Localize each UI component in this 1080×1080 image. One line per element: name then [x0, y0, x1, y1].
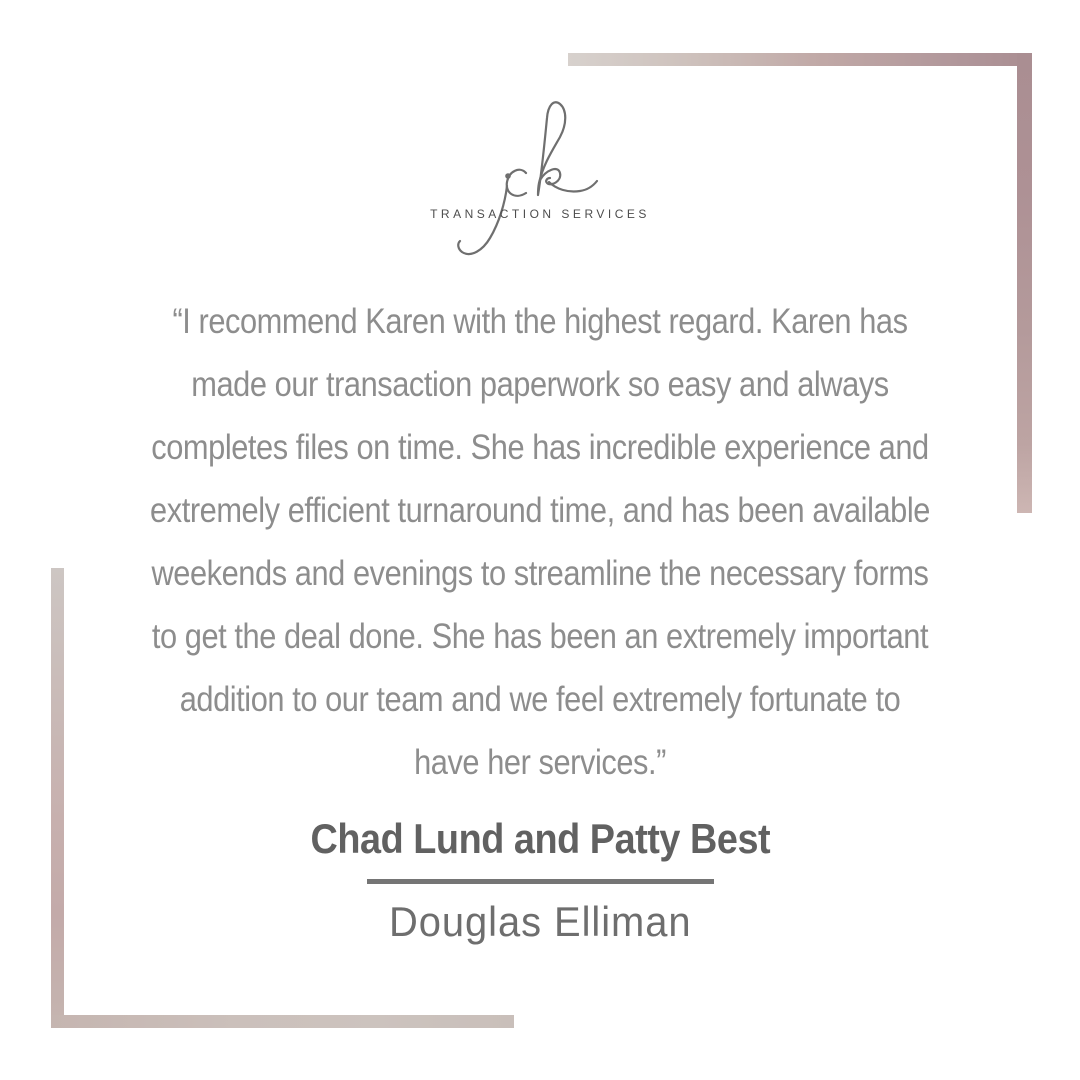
quote-line: completes files on time. She has incredible experience and — [151, 428, 929, 467]
quote-line: made our transaction paperwork so easy and always — [191, 365, 889, 404]
bottom-left-frame-vertical-bar — [51, 568, 64, 1028]
bottom-left-frame-horizontal-bar — [51, 1015, 514, 1028]
logo-subtitle: TRANSACTION SERVICES — [430, 207, 650, 221]
top-right-frame-vertical-bar — [1017, 53, 1032, 513]
quote-line: to get the deal done. She has been an extremely important — [151, 617, 929, 656]
top-right-frame-horizontal-bar — [568, 53, 1032, 66]
quote-line: “I recommend Karen with the highest regard. Karen has — [172, 302, 908, 341]
testimonial-quote — [65, 290, 1015, 794]
jck-script-logo-icon — [430, 93, 650, 258]
quote-line: have her services.” — [414, 743, 666, 782]
company-name: Douglas Elliman — [388, 898, 692, 945]
quote-line: weekends and evenings to streamline the necessary forms — [151, 554, 929, 593]
author-name: Chad Lund and Patty Best — [310, 815, 770, 862]
quote-line: addition to our team and we feel extremely fortunate to — [179, 680, 901, 719]
attribution-block — [0, 815, 1080, 947]
logo-script-text — [0, 0, 1, 1]
quote-line: extremely efficient turnaround time, and has been available — [150, 491, 930, 530]
